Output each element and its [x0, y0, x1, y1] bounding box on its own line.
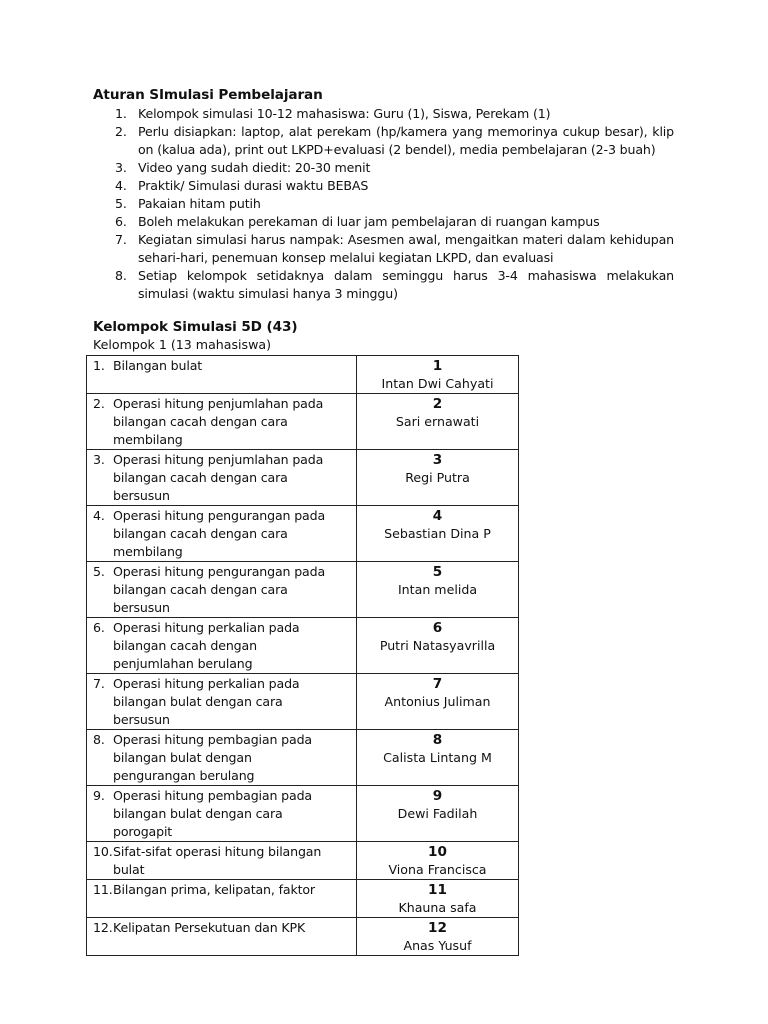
topic-number: 12.: [93, 920, 113, 935]
member-number: 4: [432, 508, 443, 524]
rule-text: Praktik/ Simulasi durasi waktu BEBAS: [138, 178, 369, 193]
topic-line: bilangan cacah dengan cara: [113, 470, 288, 485]
topic-line: bersusun: [113, 488, 170, 503]
table-row: [87, 562, 519, 618]
table-row: [87, 786, 519, 842]
topic-line: Operasi hitung pembagian pada: [113, 732, 312, 747]
rule-item: [93, 159, 674, 177]
member-cell: [357, 842, 519, 880]
member-number: 3: [432, 452, 443, 468]
member-number: 2: [432, 396, 443, 412]
topic-line: membilang: [113, 432, 183, 447]
topic-line: bilangan cacah dengan cara: [113, 414, 288, 429]
rule-text: Setiap kelompok setidaknya dalam seminggu harus 3-4 mahasiswa melakukan simulasi (waktu simulasi hanya 3 minggu): [138, 268, 674, 301]
topic-line: bilangan cacah dengan: [113, 638, 257, 653]
rule-item: [93, 177, 674, 195]
topic-cell: [87, 394, 357, 450]
topic-line: bulat: [113, 862, 145, 877]
member-cell: [357, 562, 519, 618]
rules-title: Aturan SImulasi Pembelajaran: [93, 87, 323, 103]
topic-number: 1.: [93, 358, 105, 373]
member-cell: [357, 506, 519, 562]
rule-number: 5.: [115, 196, 127, 211]
rule-number: 7.: [115, 232, 127, 247]
rule-text: Kegiatan simulasi harus nampak: Asesmen awal, mengaitkan materi dalam kehidupan sehari-hari, penemuan konsep melalui kegiatan LKPD, dan evaluasi: [138, 232, 674, 265]
topic-number: 8.: [93, 732, 105, 747]
rule-number: 3.: [115, 160, 127, 175]
rule-item: [93, 231, 674, 267]
rule-item: [93, 123, 674, 159]
member-cell: [357, 450, 519, 506]
table-row: [87, 918, 519, 956]
topic-line: bersusun: [113, 712, 170, 727]
rules-list: [93, 105, 674, 303]
topic-line: bilangan cacah dengan cara: [113, 582, 288, 597]
topic-line: Operasi hitung penjumlahan pada: [113, 396, 324, 411]
member-cell: [357, 880, 519, 918]
member-cell: [357, 618, 519, 674]
table-row: [87, 450, 519, 506]
member-name: Dewi Fadilah: [397, 806, 478, 821]
topic-number: 4.: [93, 508, 105, 523]
topic-number: 6.: [93, 620, 105, 635]
rule-item: [93, 267, 674, 303]
member-cell: [357, 356, 519, 394]
member-number: 11: [428, 882, 447, 898]
member-number: 8: [432, 732, 443, 748]
member-number: 1: [432, 358, 443, 374]
member-number: 9: [432, 788, 443, 804]
member-number: 6: [432, 620, 443, 636]
topic-number: 9.: [93, 788, 105, 803]
member-name: Putri Natasyavrilla: [379, 638, 496, 653]
topic-line: bersusun: [113, 600, 170, 615]
topic-line: Sifat-sifat operasi hitung bilangan: [113, 844, 322, 859]
group-table: [86, 355, 519, 956]
topic-line: bilangan bulat dengan: [113, 750, 252, 765]
rule-number: 2.: [115, 124, 127, 139]
topic-number: 11.: [93, 882, 113, 897]
member-number: 10: [428, 844, 447, 860]
rule-text: Pakaian hitam putih: [138, 196, 261, 211]
groups-title: Kelompok Simulasi 5D (43): [93, 319, 298, 335]
rule-text: Kelompok simulasi 10-12 mahasiswa: Guru (1), Siswa, Perekam (1): [138, 106, 551, 121]
member-number: 12: [428, 920, 447, 936]
member-name: Sari ernawati: [395, 414, 480, 429]
member-name: Sebastian Dina P: [384, 526, 491, 541]
topic-line: Bilangan prima, kelipatan, faktor: [113, 882, 315, 897]
topic-cell: [87, 356, 357, 394]
table-row: [87, 506, 519, 562]
topic-line: bilangan cacah dengan cara: [113, 526, 288, 541]
table-row: [87, 394, 519, 450]
rule-number: 1.: [115, 106, 127, 121]
topic-number: 2.: [93, 396, 105, 411]
topic-cell: [87, 562, 357, 618]
rule-text: Boleh melakukan perekaman di luar jam pembelajaran di ruangan kampus: [138, 214, 600, 229]
table-row: [87, 880, 519, 918]
rule-item: [93, 105, 674, 123]
member-name: Khauna safa: [398, 900, 477, 915]
topic-line: Operasi hitung pengurangan pada: [113, 564, 326, 579]
topic-line: Operasi hitung perkalian pada: [113, 676, 300, 691]
topic-number: 7.: [93, 676, 105, 691]
rule-text: Video yang sudah diedit: 20-30 menit: [138, 160, 371, 175]
table-row: [87, 674, 519, 730]
topic-line: penjumlahan berulang: [113, 656, 253, 671]
topic-line: bilangan bulat dengan cara: [113, 694, 283, 709]
member-cell: [357, 786, 519, 842]
member-cell: [357, 394, 519, 450]
topic-line: Bilangan bulat: [113, 358, 203, 373]
member-name: Antonius Juliman: [384, 694, 491, 709]
topic-line: pengurangan berulang: [113, 768, 255, 783]
topic-line: porogapit: [113, 824, 173, 839]
topic-line: Operasi hitung pembagian pada: [113, 788, 312, 803]
topic-cell: [87, 450, 357, 506]
topic-line: Operasi hitung pengurangan pada: [113, 508, 326, 523]
member-number: 5: [432, 564, 443, 580]
topic-cell: [87, 506, 357, 562]
member-cell: [357, 674, 519, 730]
topic-line: Operasi hitung perkalian pada: [113, 620, 300, 635]
topic-cell: [87, 880, 357, 918]
topic-cell: [87, 618, 357, 674]
topic-line: membilang: [113, 544, 183, 559]
table-row: [87, 618, 519, 674]
topic-cell: [87, 842, 357, 880]
table-row: [87, 356, 519, 394]
group-subtitle: Kelompok 1 (13 mahasiswa): [93, 337, 272, 352]
member-name: Intan Dwi Cahyati: [381, 376, 494, 391]
table-row: [87, 730, 519, 786]
topic-cell: [87, 918, 357, 956]
rule-number: 6.: [115, 214, 127, 229]
rule-number: 4.: [115, 178, 127, 193]
member-name: Anas Yusuf: [403, 938, 472, 953]
topic-number: 5.: [93, 564, 105, 579]
member-name: Regi Putra: [405, 470, 470, 485]
rule-item: [93, 195, 674, 213]
member-cell: [357, 730, 519, 786]
rule-item: [93, 213, 674, 231]
topic-line: bilangan bulat dengan cara: [113, 806, 283, 821]
topic-line: Operasi hitung penjumlahan pada: [113, 452, 324, 467]
topic-cell: [87, 674, 357, 730]
table-row: [87, 842, 519, 880]
topic-line: Kelipatan Persekutuan dan KPK: [113, 920, 306, 935]
topic-cell: [87, 786, 357, 842]
member-number: 7: [432, 676, 443, 692]
member-name: Intan melida: [397, 582, 478, 597]
topic-cell: [87, 730, 357, 786]
topic-number: 10.: [93, 844, 113, 859]
member-cell: [357, 918, 519, 956]
topic-number: 3.: [93, 452, 105, 467]
member-name: Calista Lintang M: [383, 750, 492, 765]
rule-text: Perlu disiapkan: laptop, alat perekam (hp/kamera yang memorinya cukup besar), klip on (kalua ada), print out LKPD+evaluasi (2 bendel), media pembelajaran (2-3 buah): [138, 124, 674, 157]
member-name: Viona Francisca: [388, 862, 487, 877]
rule-number: 8.: [115, 268, 127, 283]
